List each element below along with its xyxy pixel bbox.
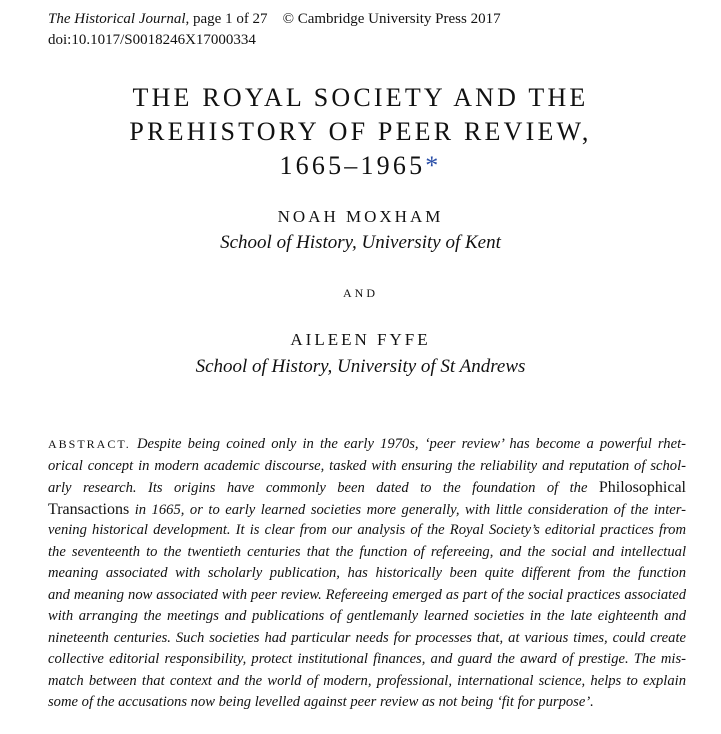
abstract-line <box>48 499 686 521</box>
title-line-1: THE ROYAL SOCIETY AND THE <box>132 83 589 112</box>
abstract-text: arly research. Its origins have commonly been dated to the foundation of the <box>48 480 588 496</box>
abstract-line: the seventeenth to the twentieth centuries that the function of refereeing, and the social and intellectual <box>48 543 686 560</box>
abstract-line: vening historical development. It is clear from our analysis of the Royal Society’s editorial practices from <box>48 522 686 538</box>
abstract-line <box>48 434 686 456</box>
author-conjunction: AND <box>343 286 378 300</box>
abstract-line: with arranging the meetings and publications of gentlemanly learned societies in the late eighteenth and <box>48 608 686 624</box>
page-info: , page 1 of 27 <box>185 11 268 27</box>
abstract-text: in 1665, or to early learned societies more generally, with little consideration of the inter- <box>134 501 686 518</box>
abstract-line: collective editorial responsibility, protect institutional finances, and guard the award of prestige. The mis- <box>48 651 686 667</box>
abstract-line: nineteenth centuries. Such societies had particular needs for processes that, at various times, could create <box>48 629 686 646</box>
title-line-2: PREHISTORY OF PEER REVIEW, <box>129 117 592 146</box>
journal-title-ref: Philosophical <box>598 479 686 496</box>
author-name-2: AILEEN FYFE <box>290 330 431 349</box>
abstract-line: orical concept in modern academic discourse, tasked with ensuring the reliability and reputation of schol- <box>48 457 686 474</box>
abstract-line <box>48 477 686 499</box>
author-affiliation-1: School of History, University of Kent <box>220 232 501 253</box>
title-line-3 <box>40 149 681 183</box>
abstract-text: Despite being coined only in the early 1970s, ‘peer review’ has become a powerful rhet- <box>136 436 686 452</box>
title-footnote-link[interactable]: * <box>425 151 442 180</box>
copyright-notice: © Cambridge University Press 2017 <box>282 11 501 27</box>
abstract-line: meaning associated with scholarly publication, has historically been quite different from the function <box>48 565 686 581</box>
article-title <box>40 81 681 183</box>
abstract-line: match between that context and the world of modern, professional, international science, helps to explain <box>48 672 686 689</box>
journal-name: The Historical Journal <box>48 11 186 27</box>
abstract-line: and meaning now associated with peer review. Refereeing emerged as part of the social practices associated <box>48 586 686 603</box>
abstract-label: ABSTRACT. <box>48 437 131 451</box>
doi: doi:10.1017/S0018246X17000334 <box>48 32 256 48</box>
author-affiliation-2: School of History, University of St Andrews <box>195 356 526 377</box>
abstract-line: some of the accusations now being levelled against peer review as not being ‘fit for purpose’. <box>48 694 594 710</box>
journal-title-ref: Transactions <box>48 500 130 518</box>
author-name-1: NOAH MOXHAM <box>277 207 444 226</box>
running-head <box>48 9 501 30</box>
title-dates: 1665–1965 <box>279 151 426 180</box>
abstract <box>48 434 686 714</box>
